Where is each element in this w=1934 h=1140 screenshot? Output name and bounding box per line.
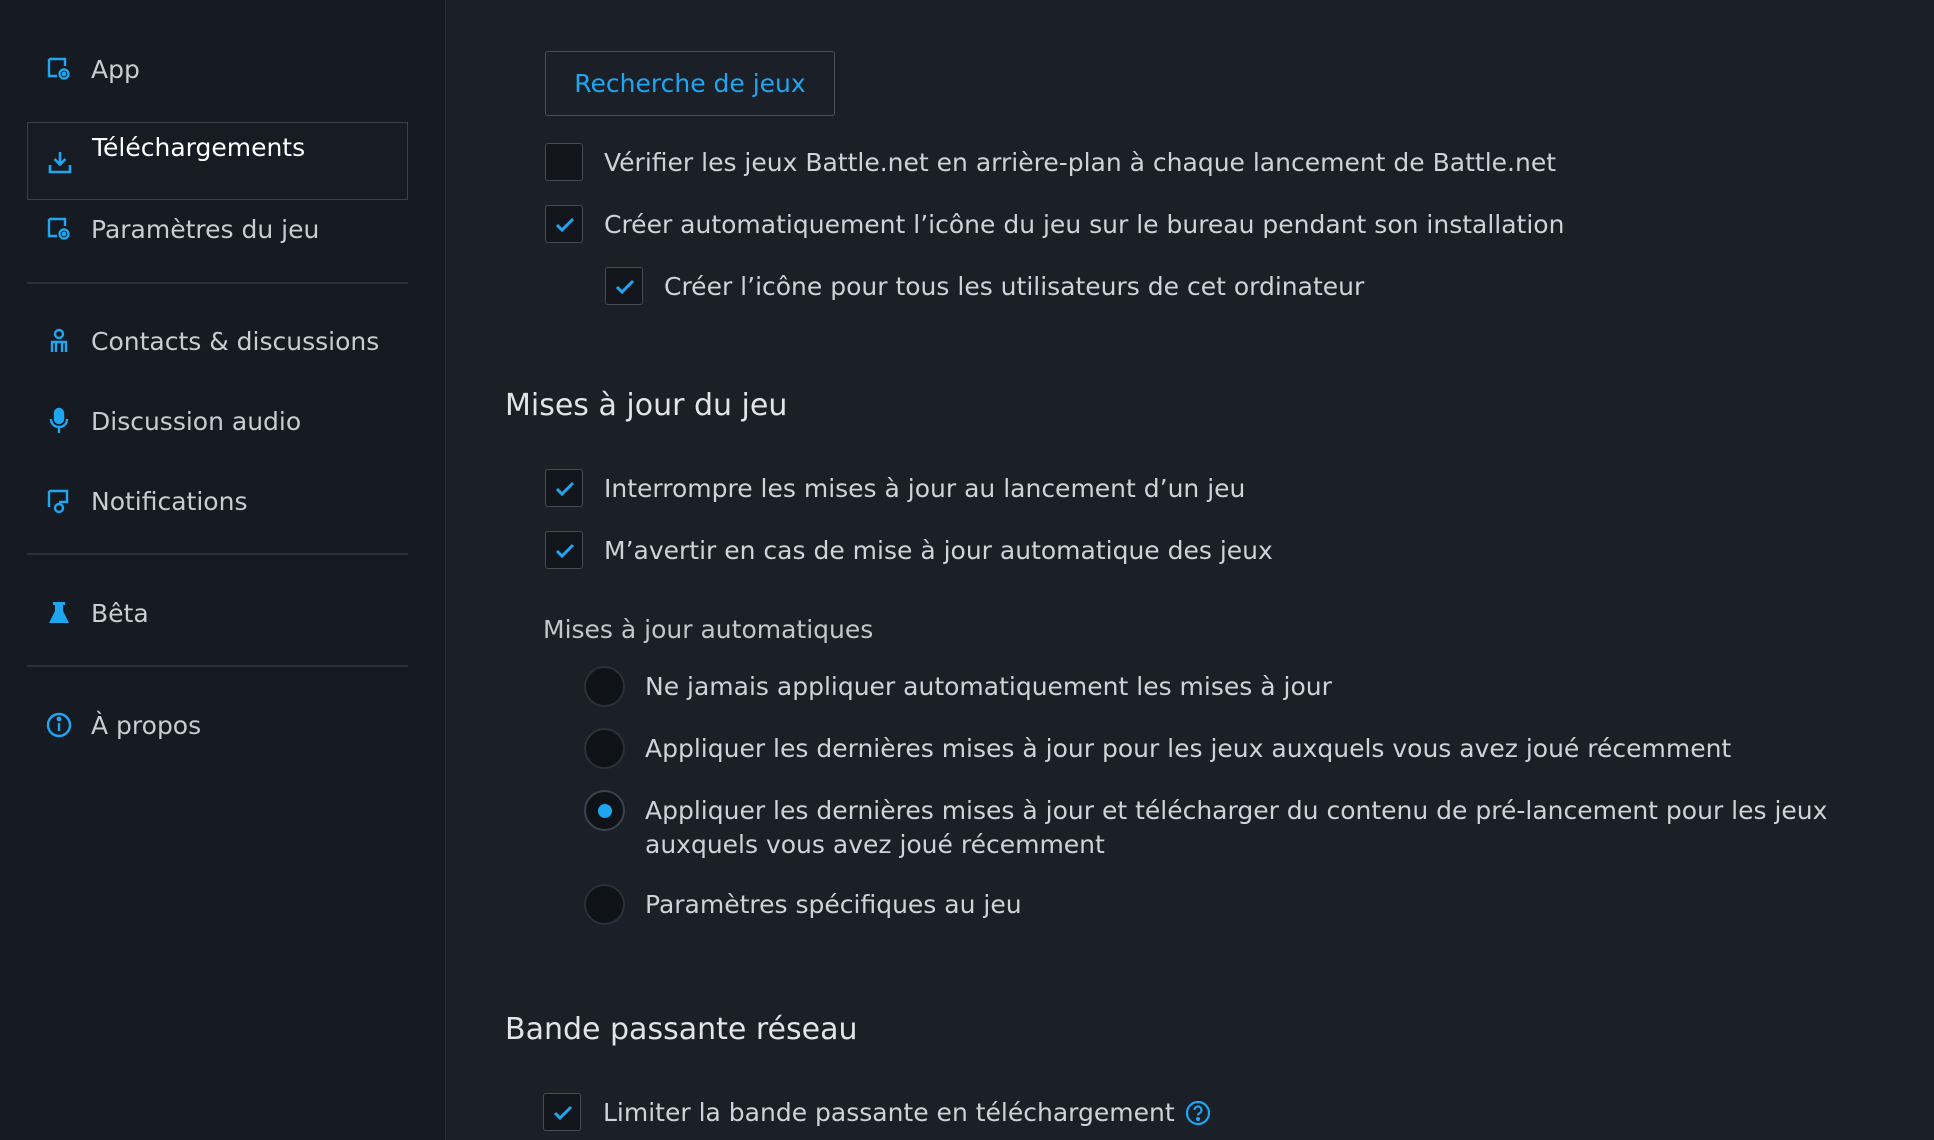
sidebar-item-label: App [91, 54, 140, 84]
create-icon-label: Créer automatiquement l’icône du jeu sur le bureau pendant son installation [604, 210, 1565, 239]
sidebar-item-contacts[interactable] [27, 302, 408, 380]
sidebar-item-game-settings[interactable] [27, 190, 408, 268]
game-settings-icon [45, 215, 73, 243]
sidebar-item-label: Discussion audio [91, 406, 302, 436]
sidebar-divider [27, 665, 408, 667]
sidebar-item-voice-chat[interactable] [27, 382, 408, 460]
pause-updates-checkbox[interactable] [545, 469, 583, 507]
sidebar-item-label: Contacts & discussions [91, 326, 380, 356]
check-icon [554, 541, 576, 561]
auto-updates-title: Mises à jour automatiques [543, 615, 874, 644]
sidebar-item-about[interactable] [27, 686, 408, 764]
sidebar-item-downloads[interactable] [27, 122, 408, 200]
notify-updates-label: M’avertir en cas de mise à jour automatique des jeux [604, 536, 1273, 565]
settings-content [447, 0, 1934, 1140]
sidebar-item-label: Téléchargements [92, 133, 306, 162]
sidebar-item-label: À propos [91, 710, 202, 740]
sidebar-item-label: Bêta [91, 598, 149, 628]
game-updates-title: Mises à jour du jeu [505, 388, 788, 423]
radio-never-update[interactable] [584, 666, 625, 707]
sidebar-item-label: Notifications [91, 486, 248, 516]
check-icon [554, 215, 576, 235]
notify-updates-checkbox[interactable] [545, 531, 583, 569]
create-icon-checkbox[interactable] [545, 205, 583, 243]
verify-games-label: Vérifier les jeux Battle.net en arrière-plan à chaque lancement de Battle.net [604, 148, 1557, 177]
limit-download-label: Limiter la bande passante en téléchargement [603, 1098, 1175, 1127]
radio-update-recent-label: Appliquer les dernières mises à jour pour les jeux auxquels vous avez joué récemment [645, 734, 1732, 763]
pause-updates-label: Interrompre les mises à jour au lancement d’un jeu [604, 474, 1246, 503]
info-icon [45, 711, 73, 739]
sidebar-divider [27, 553, 408, 555]
radio-never-update-label: Ne jamais appliquer automatiquement les mises à jour [645, 672, 1332, 701]
limit-download-checkbox[interactable] [543, 1093, 581, 1131]
check-icon [552, 1103, 574, 1123]
sidebar-item-label: Paramètres du jeu [91, 214, 320, 244]
radio-game-specific[interactable] [584, 884, 625, 925]
sidebar-item-notifications[interactable] [27, 462, 408, 540]
settings-sidebar [0, 0, 446, 1140]
scan-games-button[interactable]: Recherche de jeux [545, 51, 835, 116]
notification-icon [45, 487, 73, 515]
check-icon [554, 479, 576, 499]
icon-all-users-checkbox[interactable] [605, 267, 643, 305]
sidebar-item-app[interactable] [27, 30, 408, 108]
radio-update-recent[interactable] [584, 728, 625, 769]
flask-icon [45, 599, 73, 627]
download-icon [46, 149, 74, 177]
radio-update-prelaunch-label: Appliquer les dernières mises à jour et télécharger du contenu de pré-lancement pour les jeux auxquels vous avez joué récemment [645, 796, 1828, 859]
icon-all-users-label: Créer l’icône pour tous les utilisateurs de cet ordinateur [664, 272, 1365, 301]
bandwidth-title: Bande passante réseau [505, 1012, 858, 1047]
help-icon[interactable] [1185, 1100, 1211, 1126]
app-settings-icon [45, 55, 73, 83]
sidebar-divider [27, 282, 408, 284]
verify-games-checkbox[interactable] [545, 143, 583, 181]
radio-game-specific-label: Paramètres spécifiques au jeu [645, 890, 1022, 919]
microphone-icon [45, 407, 73, 435]
contact-icon [45, 327, 73, 355]
sidebar-item-beta[interactable] [27, 574, 408, 652]
check-icon [614, 277, 636, 297]
radio-update-prelaunch[interactable] [584, 790, 625, 831]
